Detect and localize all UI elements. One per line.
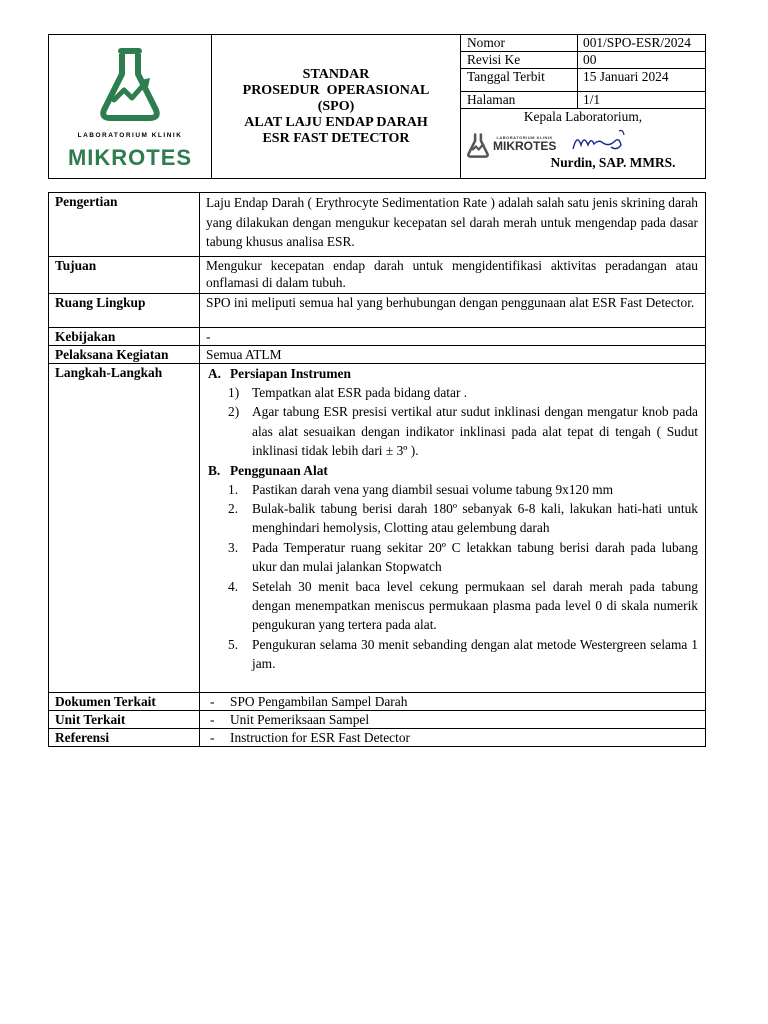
document-header xyxy=(48,34,706,179)
label-pengertian: Pengertian xyxy=(49,193,200,257)
row-tujuan xyxy=(49,257,706,294)
list-item: 2) Agar tabung ESR presisi vertikal atur sudut inklinasi dengan mengatur knob pada alas alat sesuaikan dengan indikator inklinasi pada alat tepat di tengah ( Sudut inklinasi tidak lebih dari ± 3º ). xyxy=(228,404,698,459)
label-ruang-lingkup: Ruang Lingkup xyxy=(49,294,200,328)
section-b-heading: B. Penggunaan Alat xyxy=(208,462,328,478)
text-referensi: - Instruction for ESR Fast Detector xyxy=(200,728,706,746)
label-referensi: Referensi xyxy=(49,728,200,746)
steps-cell xyxy=(200,364,706,693)
logo-org-label: LABORATORIUM KLINIK xyxy=(77,131,183,139)
logo-brand: MIKROTES xyxy=(67,144,193,170)
logo-cell xyxy=(49,35,212,179)
list-item: 1. Pastikan darah vena yang diambil sesuai volume tabung 9x120 mm xyxy=(228,481,614,497)
text-tujuan: Mengukur kecepatan endap darah untuk mengidentifikasi aktivitas peradangan atau onflamasi di dalam tubuh. xyxy=(200,257,706,294)
label-tujuan: Tujuan xyxy=(49,257,200,294)
flask-chart-icon xyxy=(94,44,166,122)
title-line-3: (SPO) xyxy=(317,98,355,114)
label-langkah: Langkah-Langkah xyxy=(49,364,200,693)
signature-block xyxy=(461,109,706,179)
title-line-4: ALAT LAJU ENDAP DARAH xyxy=(244,114,428,130)
info-label-halaman: Halaman xyxy=(461,92,578,109)
lab-logo xyxy=(49,44,211,170)
signature-scribble xyxy=(569,127,629,157)
label-unit-terkait: Unit Terkait xyxy=(49,710,200,728)
label-kebijakan: Kebijakan xyxy=(49,328,200,346)
label-pelaksana: Pelaksana Kegiatan xyxy=(49,346,200,364)
info-label-revisi: Revisi Ke xyxy=(461,52,578,69)
row-unit-terkait xyxy=(49,710,706,728)
text-pengertian: Laju Endap Darah ( Erythrocyte Sedimentation Rate ) adalah salah satu jenis skrining darah yang dilakukan dengan mengukur kecepatan sel darah merah untuk mengendap pada dasar tabung khusus analisa ESR. xyxy=(200,193,706,257)
section-b-list xyxy=(200,480,698,674)
row-dokumen-terkait xyxy=(49,692,706,710)
text-dokumen-terkait: - SPO Pengambilan Sampel Darah xyxy=(200,692,706,710)
list-item: 5. Pengukuran selama 30 menit sebanding dengan alat metode Westergreen selama 1 jam. xyxy=(228,636,698,672)
row-pengertian xyxy=(49,193,706,257)
row-ruang-lingkup xyxy=(49,294,706,328)
title-line-1: STANDAR xyxy=(302,66,370,82)
info-value-revisi: 00 xyxy=(578,52,706,69)
document-title xyxy=(212,35,461,179)
signature-title: Kepala Laboratorium, xyxy=(523,109,643,124)
info-label-nomor: Nomor xyxy=(461,35,578,52)
row-pelaksana xyxy=(49,346,706,364)
procedure-table xyxy=(48,192,706,747)
list-item: 2. Bulak-balik tabung berisi darah 180º sebanyak 6-8 kali, lakukan hati-hati untuk menghindari hemolysis, Clotting atau gelembung darah xyxy=(228,501,698,536)
signature-name: Nurdin, SAP. MMRS. xyxy=(550,155,676,170)
info-value-nomor: 001/SPO-ESR/2024 xyxy=(578,35,706,52)
list-item: 4. Setelah 30 menit baca level cekung permukaan sel darah merah pada tabung dengan menempatkan meniscus permukaan plasma pada level 0 di skala numerik pengukuran yang tertera pada alat. xyxy=(228,578,698,633)
row-kebijakan xyxy=(49,328,706,346)
section-a-heading: A. Persiapan Instrumen xyxy=(208,366,351,381)
info-value-tanggal: 15 Januari 2024 xyxy=(578,69,706,92)
section-a-list xyxy=(200,383,698,461)
info-value-halaman: 1/1 xyxy=(578,92,706,109)
list-item: 1) Tempatkan alat ESR pada bidang datar . xyxy=(228,385,468,400)
flask-stamp-icon xyxy=(465,129,491,159)
text-ruang-lingkup: SPO ini meliputi semua hal yang berhubungan dengan penggunaan alat ESR Fast Detector. xyxy=(200,294,706,328)
label-dokumen-terkait: Dokumen Terkait xyxy=(49,692,200,710)
info-label-tanggal: Tanggal Terbit xyxy=(461,69,578,92)
list-item: 3. Pada Temperatur ruang sekitar 20º C letakkan tabung berisi darah pada lubang ukur dan mulai jalankan Stopwatch xyxy=(228,539,698,575)
text-unit-terkait: - Unit Pemeriksaan Sampel xyxy=(200,710,706,728)
signature-stamp: LABORATORIUM KLINIK MIKROTES xyxy=(465,129,556,159)
text-pelaksana: Semua ATLM xyxy=(200,346,706,364)
row-referensi xyxy=(49,728,706,746)
row-langkah xyxy=(49,364,706,693)
title-line-2: PROSEDUR OPERASIONAL xyxy=(242,82,430,98)
title-line-5: ESR FAST DETECTOR xyxy=(262,130,410,146)
text-kebijakan: - xyxy=(200,328,706,346)
